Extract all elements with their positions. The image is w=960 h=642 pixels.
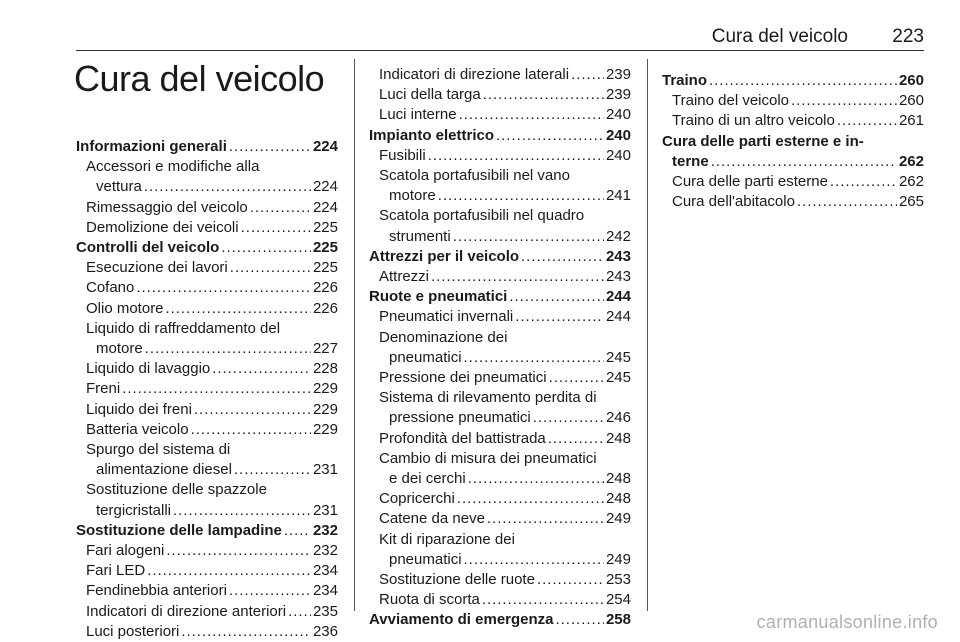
toc-entry-text: Impianto elettrico [369,126,495,144]
toc-entry-text: motore [96,340,143,358]
column-divider [647,59,648,611]
header-page-number: 223 [892,26,924,47]
toc-page-number: 260 [898,72,924,89]
toc-entry-text: Traino [662,72,708,89]
toc-page-number: 248 [605,490,631,508]
dot-leader [549,368,604,388]
toc-page-number: 246 [605,409,631,427]
toc-page-number: 239 [605,66,631,83]
dot-leader [791,91,897,111]
toc-entry-text: Rimessaggio del veicolo [86,198,248,216]
toc-entry-text: Informazioni generali [76,138,227,155]
toc-entry-text: Denominazione dei [379,328,508,346]
toc-page-number: 248 [605,429,631,447]
dot-leader [431,267,604,287]
toc-subsection-entry[interactable] [369,449,631,489]
toc-section-entry[interactable] [369,610,631,630]
toc-entry-text: Luci interne [379,106,457,124]
toc-entry-text: Indicatori di direzione anteriori [86,602,287,620]
toc-subsection-entry[interactable] [76,319,338,359]
toc-page-number: 231 [312,461,338,479]
toc-subsection-entry[interactable] [76,218,338,238]
toc-page-number: 249 [605,550,631,568]
toc-page-number: 224 [312,138,338,155]
dot-leader [144,177,311,197]
toc-entry-text: Luci posteriori [86,622,180,640]
toc-entry-text: Spurgo del sistema di [86,441,231,459]
toc-entry-text: Attrezzi per il veicolo [369,247,520,265]
toc-subsection-entry[interactable] [662,172,924,192]
toc-subsection-entry[interactable] [369,328,631,368]
toc-entry-text: Batteria veicolo [86,420,189,438]
toc-page-number: 225 [312,218,338,236]
toc-column-1 [76,137,338,642]
toc-entry-text: tergicristalli [96,501,172,519]
toc-page-number: 226 [312,299,338,317]
toc-entry-text: Traino di un altro veicolo [672,112,835,130]
dot-leader [468,469,604,489]
toc-page-number: 225 [312,259,338,277]
toc-page-number: 258 [605,611,631,629]
toc-page-number: 241 [605,187,631,205]
toc-entry-text: Attrezzi [379,268,430,286]
dot-leader [166,541,311,561]
toc-entry-text: Fari alogeni [86,542,165,560]
toc-page-number: 243 [605,247,631,265]
toc-page-number: 229 [312,400,338,418]
toc-entry-text: Pneumatici invernali [379,308,514,326]
toc-page-number: 260 [898,92,924,110]
toc-entry-text: Accessori e modifiche alla [86,158,260,176]
toc-entry-text: Ruote e pneumatici [369,288,508,306]
dot-leader [483,85,604,105]
dot-leader [515,307,604,327]
dot-leader [797,192,897,212]
dot-leader [284,521,311,541]
dot-leader [837,111,897,131]
toc-entry-text: Luci della targa [379,86,481,104]
toc-subsection-entry[interactable] [369,388,631,428]
toc-subsection-entry[interactable] [76,198,338,218]
dot-leader [438,186,604,206]
toc-subsection-entry[interactable] [369,429,631,449]
toc-subsection-entry[interactable] [369,105,631,125]
toc-page-number: 248 [605,470,631,488]
toc-subsection-entry[interactable] [76,258,338,278]
toc-page-number: 227 [312,340,338,358]
toc-entry-text: Cura delle parti esterne e in- [662,132,864,150]
dot-leader [250,198,311,218]
dot-leader [571,65,604,85]
dot-leader [221,238,311,258]
toc-entry-text: Indicatori di direzione laterali [379,66,570,83]
dot-leader [482,590,604,610]
toc-page-number: 245 [605,348,631,366]
toc-entry-text: Pressione dei pneumatici [379,369,547,387]
toc-entry-text: Cura dell'abitacolo [672,193,795,211]
column-divider [354,59,355,611]
dot-leader [464,550,604,570]
toc-page-number: 240 [605,106,631,124]
dot-leader [145,339,311,359]
toc-page-number: 249 [605,510,631,528]
dot-leader [230,258,311,278]
dot-leader [241,218,311,238]
toc-subsection-entry[interactable] [369,85,631,105]
running-header [76,26,924,50]
toc-page-number: 240 [605,126,631,144]
dot-leader [487,509,604,529]
toc-page-number: 225 [312,239,338,257]
toc-entry-text: Scatola portafusibili nel vano [379,167,570,185]
toc-entry-text: Cura delle parti esterne [672,173,828,191]
toc-entry-text: Profondità del battistrada [379,429,546,447]
toc-entry-text: terne [672,152,709,170]
toc-subsection-entry[interactable] [662,192,924,212]
toc-page-number: 224 [312,178,338,196]
toc-page-number: 232 [312,542,338,560]
toc-section-entry[interactable] [369,126,631,146]
dot-leader [136,278,311,298]
toc-column-3 [662,71,924,212]
header-rule [76,50,924,51]
toc-subsection-entry[interactable] [76,602,338,622]
toc-subsection-entry[interactable] [369,206,631,246]
toc-page-number: 235 [312,602,338,620]
toc-subsection-entry[interactable] [369,267,631,287]
toc-page-number: 244 [605,288,631,306]
chapter-title: Cura del veicolo [74,58,325,99]
toc-subsection-entry[interactable] [76,541,338,561]
toc-page-number: 231 [312,501,338,519]
toc-section-entry[interactable] [369,287,631,307]
toc-subsection-entry[interactable] [369,307,631,327]
toc-page-number: 261 [898,112,924,130]
toc-entry-text: vettura [96,178,142,196]
toc-entry-text: Liquido di lavaggio [86,360,211,378]
toc-page-number: 242 [605,227,631,245]
toc-page-number: 234 [312,582,338,600]
dot-leader [548,429,604,449]
toc-entry-text: Scatola portafusibili nel quadro [379,207,585,225]
toc-entry-text: pneumatici [389,348,462,366]
toc-page-number: 262 [898,173,924,191]
toc-entry-text: pressione pneumatici [389,409,531,427]
toc-entry-text: strumenti [389,227,451,245]
dot-leader [212,359,311,379]
toc-page-number: 240 [605,146,631,164]
toc-entry-text: e dei cerchi [389,470,466,488]
toc-section-entry[interactable] [369,247,631,267]
toc-entry-text: Avviamento di emergenza [369,611,554,629]
toc-entry-text: Fari LED [86,562,146,580]
toc-subsection-entry[interactable] [76,561,338,581]
toc-page-number: 224 [312,198,338,216]
toc-subsection-entry[interactable] [76,440,338,480]
dot-leader [229,581,311,601]
toc-entry-text: Olio motore [86,299,164,317]
toc-entry-text: Cofano [86,279,135,297]
toc-subsection-entry[interactable] [76,379,338,399]
dot-leader [533,408,604,428]
toc-page-number: 253 [605,571,631,589]
toc-page-number: 243 [605,268,631,286]
dot-leader [229,137,311,157]
toc-subsection-entry[interactable] [369,166,631,206]
toc-section-entry[interactable] [76,238,338,258]
toc-subsection-entry[interactable] [369,530,631,570]
toc-subsection-entry[interactable] [369,146,631,166]
dot-leader [234,460,311,480]
toc-subsection-entry[interactable] [369,65,631,85]
toc-entry-text: Liquido dei freni [86,400,192,418]
dot-leader [509,287,604,307]
dot-leader [711,152,897,172]
toc-entry-text: Fusibili [379,146,426,164]
toc-subsection-entry[interactable] [76,157,338,197]
dot-leader [147,561,311,581]
dot-leader [830,172,897,192]
toc-subsection-entry[interactable] [76,480,338,520]
toc-entry-text: Ruota di scorta [379,591,480,609]
toc-entry-text: Demolizione dei veicoli [86,218,239,236]
dot-leader [496,126,604,146]
toc-entry-text: Fendinebbia anteriori [86,582,227,600]
toc-subsection-entry[interactable] [76,622,338,642]
toc-page-number: 239 [605,86,631,104]
toc-section-entry[interactable] [76,137,338,157]
toc-entry-text: motore [389,187,436,205]
toc-entry-text: Cambio di misura dei pneumatici [379,449,597,467]
toc-entry-text: Kit di riparazione dei [379,530,515,548]
toc-subsection-entry[interactable] [76,278,338,298]
toc-page-number: 228 [312,360,338,378]
toc-subsection-entry[interactable] [369,489,631,509]
toc-entry-text: Sostituzione delle spazzole [86,481,267,499]
toc-entry-text: Liquido di raffreddamento del [86,319,281,337]
toc-entry-text: Sostituzione delle lampadine [76,521,282,539]
toc-entry-text: Esecuzione dei lavori [86,259,228,277]
toc-subsection-entry[interactable] [76,299,338,319]
toc-page-number: 232 [312,521,338,539]
toc-subsection-entry[interactable] [662,91,924,111]
toc-page-number: 265 [898,193,924,211]
toc-page-number: 245 [605,369,631,387]
toc-entry-text: Copricerchi [379,490,455,508]
dot-leader [457,489,604,509]
toc-subsection-entry[interactable] [369,509,631,529]
toc-page-number: 229 [312,420,338,438]
dot-leader [191,420,311,440]
toc-subsection-entry[interactable] [76,359,338,379]
toc-entry-text: Sostituzione delle ruote [379,571,535,589]
toc-subsection-entry[interactable] [369,570,631,590]
toc-entry-text: Freni [86,380,121,398]
toc-subsection-entry[interactable] [76,400,338,420]
toc-page-number: 244 [605,308,631,326]
dot-leader [537,570,604,590]
dot-leader [181,622,311,642]
toc-entry-text: Catene da neve [379,510,485,528]
dot-leader [166,299,311,319]
toc-entry-text: alimentazione diesel [96,461,232,479]
toc-section-entry[interactable] [662,132,924,172]
toc-column-2 [369,65,631,631]
toc-page-number: 254 [605,591,631,609]
toc-subsection-entry[interactable] [662,111,924,131]
dot-leader [459,105,604,125]
toc-entry-text: pneumatici [389,550,462,568]
dot-leader [173,501,311,521]
toc-subsection-entry[interactable] [369,590,631,610]
dot-leader [428,146,604,166]
toc-section-entry[interactable] [76,521,338,541]
dot-leader [464,348,604,368]
dot-leader [453,227,604,247]
dot-leader [288,602,311,622]
toc-entry-text: Traino del veicolo [672,92,790,110]
toc-page-number: 226 [312,279,338,297]
dot-leader [556,610,604,630]
dot-leader [521,247,604,267]
toc-subsection-entry[interactable] [76,581,338,601]
dot-leader [709,71,897,91]
dot-leader [194,400,311,420]
toc-subsection-entry[interactable] [369,368,631,388]
toc-entry-text: Controlli del veicolo [76,239,220,257]
toc-page-number: 262 [898,152,924,170]
toc-page-number: 234 [312,562,338,580]
dot-leader [122,379,311,399]
watermark: carmanualsonline.info [756,612,938,632]
toc-subsection-entry[interactable] [76,420,338,440]
toc-entry-text: Sistema di rilevamento perdita di [379,389,597,407]
header-section-title: Cura del veicolo [711,26,848,47]
toc-section-entry[interactable] [662,71,924,91]
toc-page-number: 236 [312,622,338,640]
toc-page-number: 229 [312,380,338,398]
